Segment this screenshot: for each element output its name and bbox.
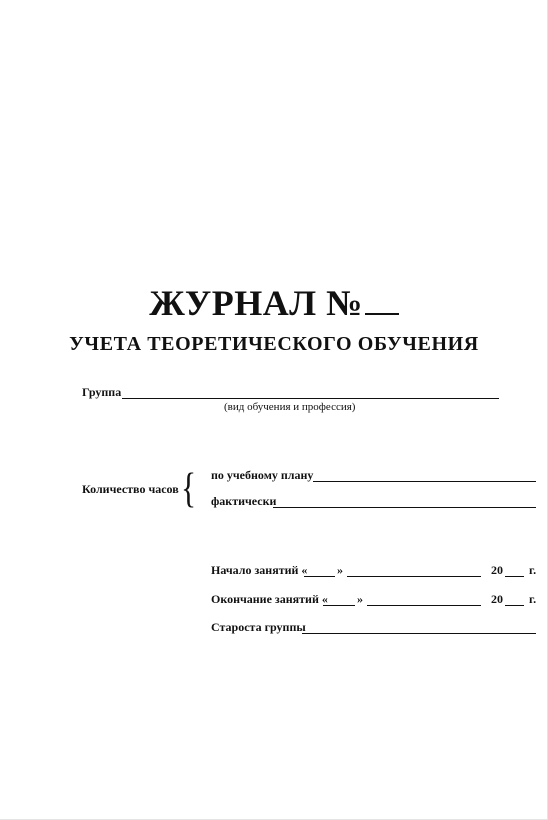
start-day-line (304, 576, 335, 577)
start-quote-close: » (337, 563, 343, 577)
start-year-line (505, 576, 524, 577)
start-date-label: Начало занятий « (211, 563, 308, 577)
hours-plan-label: по учебному плану (211, 468, 314, 482)
hours-fact-line (273, 507, 536, 508)
hours-fact-label: фактически (211, 494, 277, 508)
end-date-label: Окончание занятий « (211, 592, 328, 606)
journal-number-blank (365, 285, 399, 315)
elder-line (302, 633, 536, 634)
end-month-line (367, 605, 481, 606)
end-day-line (323, 605, 355, 606)
hours-label: Количество часов (82, 482, 179, 496)
end-year-line (505, 605, 524, 606)
end-year-prefix: 20 (491, 592, 503, 606)
journal-title (0, 282, 548, 324)
end-year-suffix: г. (529, 592, 537, 606)
start-year-suffix: г. (529, 563, 537, 577)
group-label: Группа (82, 385, 122, 399)
end-quote-close: » (357, 592, 363, 606)
elder-label: Староста группы (211, 620, 306, 634)
group-line (122, 398, 499, 399)
start-year-prefix: 20 (491, 563, 503, 577)
start-month-line (347, 576, 481, 577)
hours-brace: { (181, 466, 197, 512)
group-hint: (вид обучения и профессия) (224, 401, 356, 413)
journal-subtitle: УЧЕТА ТЕОРЕТИЧЕСКОГО ОБУЧЕНИЯ (69, 333, 479, 355)
journal-title-text: ЖУРНАЛ № (149, 283, 363, 323)
hours-plan-line (313, 481, 536, 482)
